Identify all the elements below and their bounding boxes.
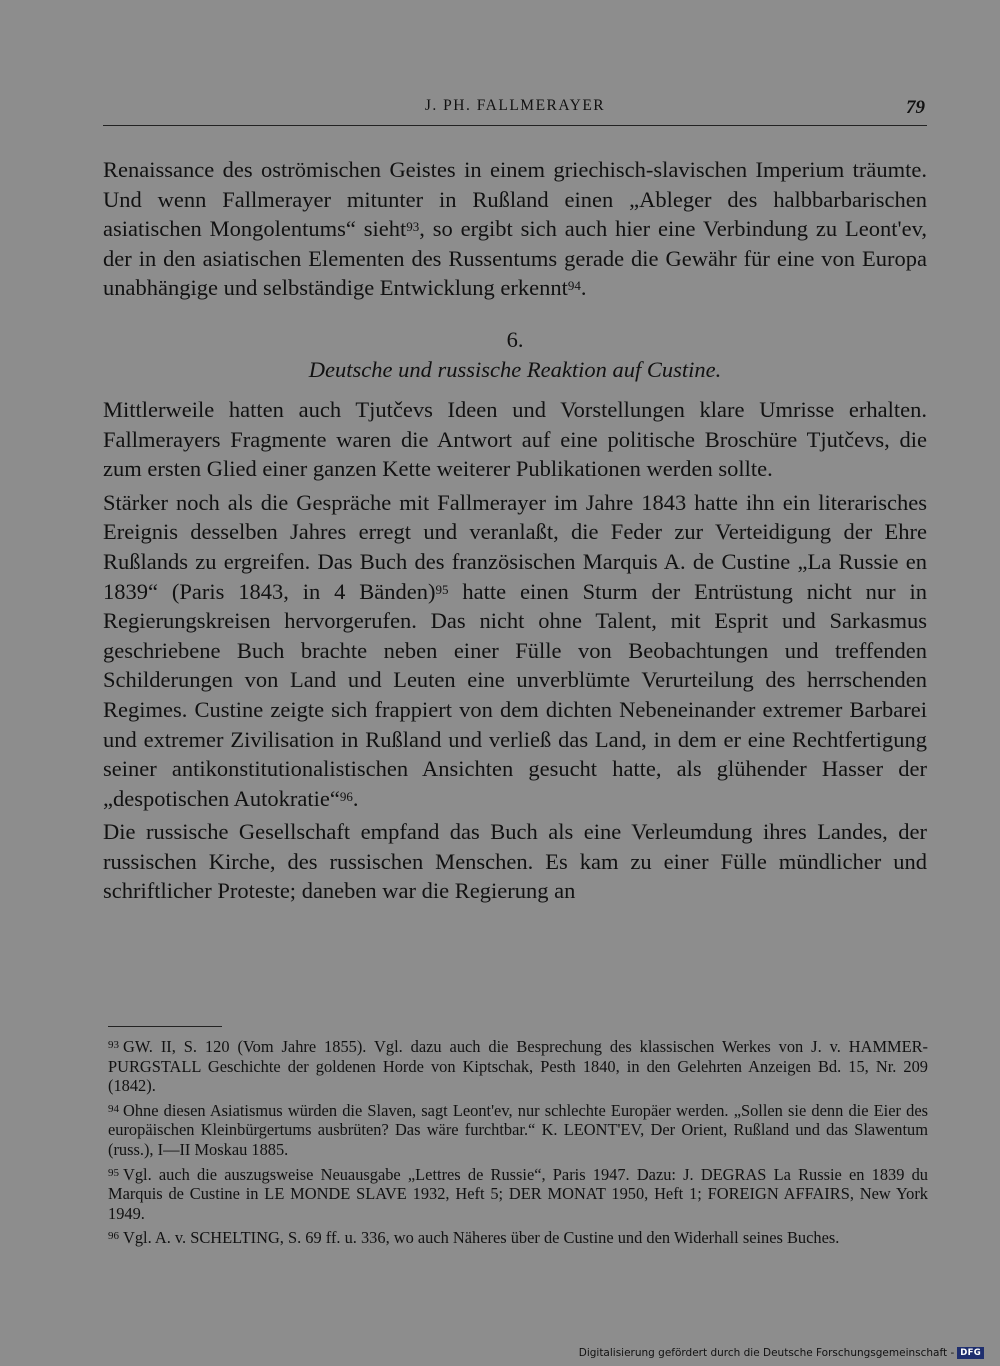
footnote-text: GW. II, S. 120 (Vom Jahre 1855). Vgl. dazu auch die Besprechung des klassischen Werkes von J. v. HAMMER-PURGSTALL Geschichte der goldenen Horde von Kiptschak, Pesth 1840, in den Gelehrten Anzeigen Bd. 15, Nr. 209 (1842). — [108, 1037, 928, 1096]
footnote-mark: 96 — [108, 1230, 119, 1243]
footnotes — [108, 1037, 928, 1253]
footnote-text: Vgl. auch die auszugsweise Neuausgabe „Lettres de Russie“, Paris 1947. Dazu: J. DEGRAS La Russie en 1839 du Marquis de Custine in LE MONDE SLAVE 1932, Heft 5; DER MONAT 1950, Heft 1; FOREIGN AFFAIRS, New York 1949. — [108, 1164, 928, 1223]
paragraph-1 — [103, 155, 927, 303]
paragraph-1-text-c: . — [580, 275, 587, 301]
footnote-95 — [108, 1165, 928, 1224]
paragraph-3-text-c: . — [352, 785, 359, 811]
paragraph-1-text-b: , so ergibt sich auch hier eine Verbindung zu Leont'ev, der in den asiatischen Elementen des Russentums gerade die Gewähr für eine von Europa unabhängige und selbständige Entwicklung erkennt — [103, 216, 927, 301]
footnote-ref-94[interactable]: 94 — [567, 278, 581, 294]
digitization-credit — [579, 1347, 984, 1359]
footnote-94 — [108, 1101, 928, 1160]
dfg-logo: DFG — [957, 1347, 984, 1359]
paragraph-1-text-a: Renaissance des oströmischen Geistes in einem griechisch-slavischen Imperium träumte. Und wenn Fallmerayer mitunter in Rußland einen „Ableger des halbbarbarischen asiatischen Mongolentums“ sieht — [103, 157, 927, 242]
paragraph-4: Die russische Gesellschaft empfand das Buch als eine Verleumdung ihres Landes, der russischen Kirche, des russischen Menschen. Es kam zu einer Fülle mündlicher und schriftlicher Proteste; daneben war die Regierung an — [103, 819, 927, 904]
page-number: 79 — [906, 97, 925, 118]
running-title: J. PH. FALLMERAYER — [424, 97, 606, 114]
footnote-93 — [108, 1037, 928, 1096]
footnote-96 — [108, 1228, 928, 1248]
running-header — [103, 95, 927, 126]
footnote-mark: 94 — [108, 1102, 119, 1115]
credit-text: Digitalisierung gefördert durch die Deutsche Forschungsgemeinschaft - — [578, 1347, 955, 1359]
paragraph-2: Mittlerweile hatten auch Tjutčevs Ideen und Vorstellungen klare Umrisse erhalten. Fallmerayers Fragmente waren die Antwort auf eine politische Broschüre Tjutčevs, die zum ersten Glied einer ganzen Kette weiterer Publikationen werden sollte. — [103, 396, 927, 482]
paragraph-3-text-a: Stärker noch als die Gespräche mit Fallmerayer im Jahre 1843 hatte ihn ein literarisches Ereignis desselben Jahres erregt und veranlaßt, die Feder zur Verteidigung der Ehre Rußlands zu ergreifen. Das Buch des französischen Marquis A. de Custine „La Russie en 1839“ (Paris 1843, in 4 Bänden) — [103, 489, 927, 604]
footnote-ref-95[interactable]: 95 — [435, 581, 449, 597]
footnote-text: Vgl. A. v. SCHELTING, S. 69 ff. u. 336, wo auch Näheres über de Custine und den Widerhall seines Buches. — [123, 1228, 840, 1248]
footnote-ref-96[interactable]: 96 — [339, 788, 353, 804]
footnote-ref-93[interactable]: 93 — [406, 219, 420, 235]
section-number: 6. — [506, 326, 524, 352]
footnote-divider — [108, 1026, 222, 1027]
main-text — [103, 155, 927, 906]
section-title: Deutsche und russische Reaktion auf Custine. — [308, 356, 722, 382]
footnote-mark: 95 — [108, 1166, 119, 1179]
footnote-text: Ohne diesen Asiatismus würden die Slaven, sagt Leont'ev, nur schlechte Europäer werden. „Sollen sie denn die Eier des europäischen Kleinbürgertums ausbrüten? Das wäre furchtbar.“ K. LEONT'EV, Der Orient, Rußland und das Slawentum (russ.), I—II Moskau 1885. — [108, 1100, 928, 1159]
paragraph-3-text-b: hatte einen Sturm der Entrüstung nicht nur in Regierungskreisen hervorgerufen. Das nicht ohne Talent, mit Esprit und Sarkasmus geschriebene Buch brachte neben einer Fülle von Beobachtungen und treffenden Schilderungen von Land und Leuten eine unverblümte Verurteilung des herrschenden Regimes. Custine zeigte sich frappiert von dem dichten Nebeneinander extremer Barbarei und extremer Zivilisation in Rußland und verließ das Land, in dem er eine Rechtfertigung seiner antikonstitutionalistischen Ansichten gesucht hatte, als glühender Hasser der „despotischen Autokratie“ — [103, 578, 927, 811]
paragraph-3 — [103, 488, 927, 814]
footnote-mark: 93 — [108, 1039, 119, 1051]
